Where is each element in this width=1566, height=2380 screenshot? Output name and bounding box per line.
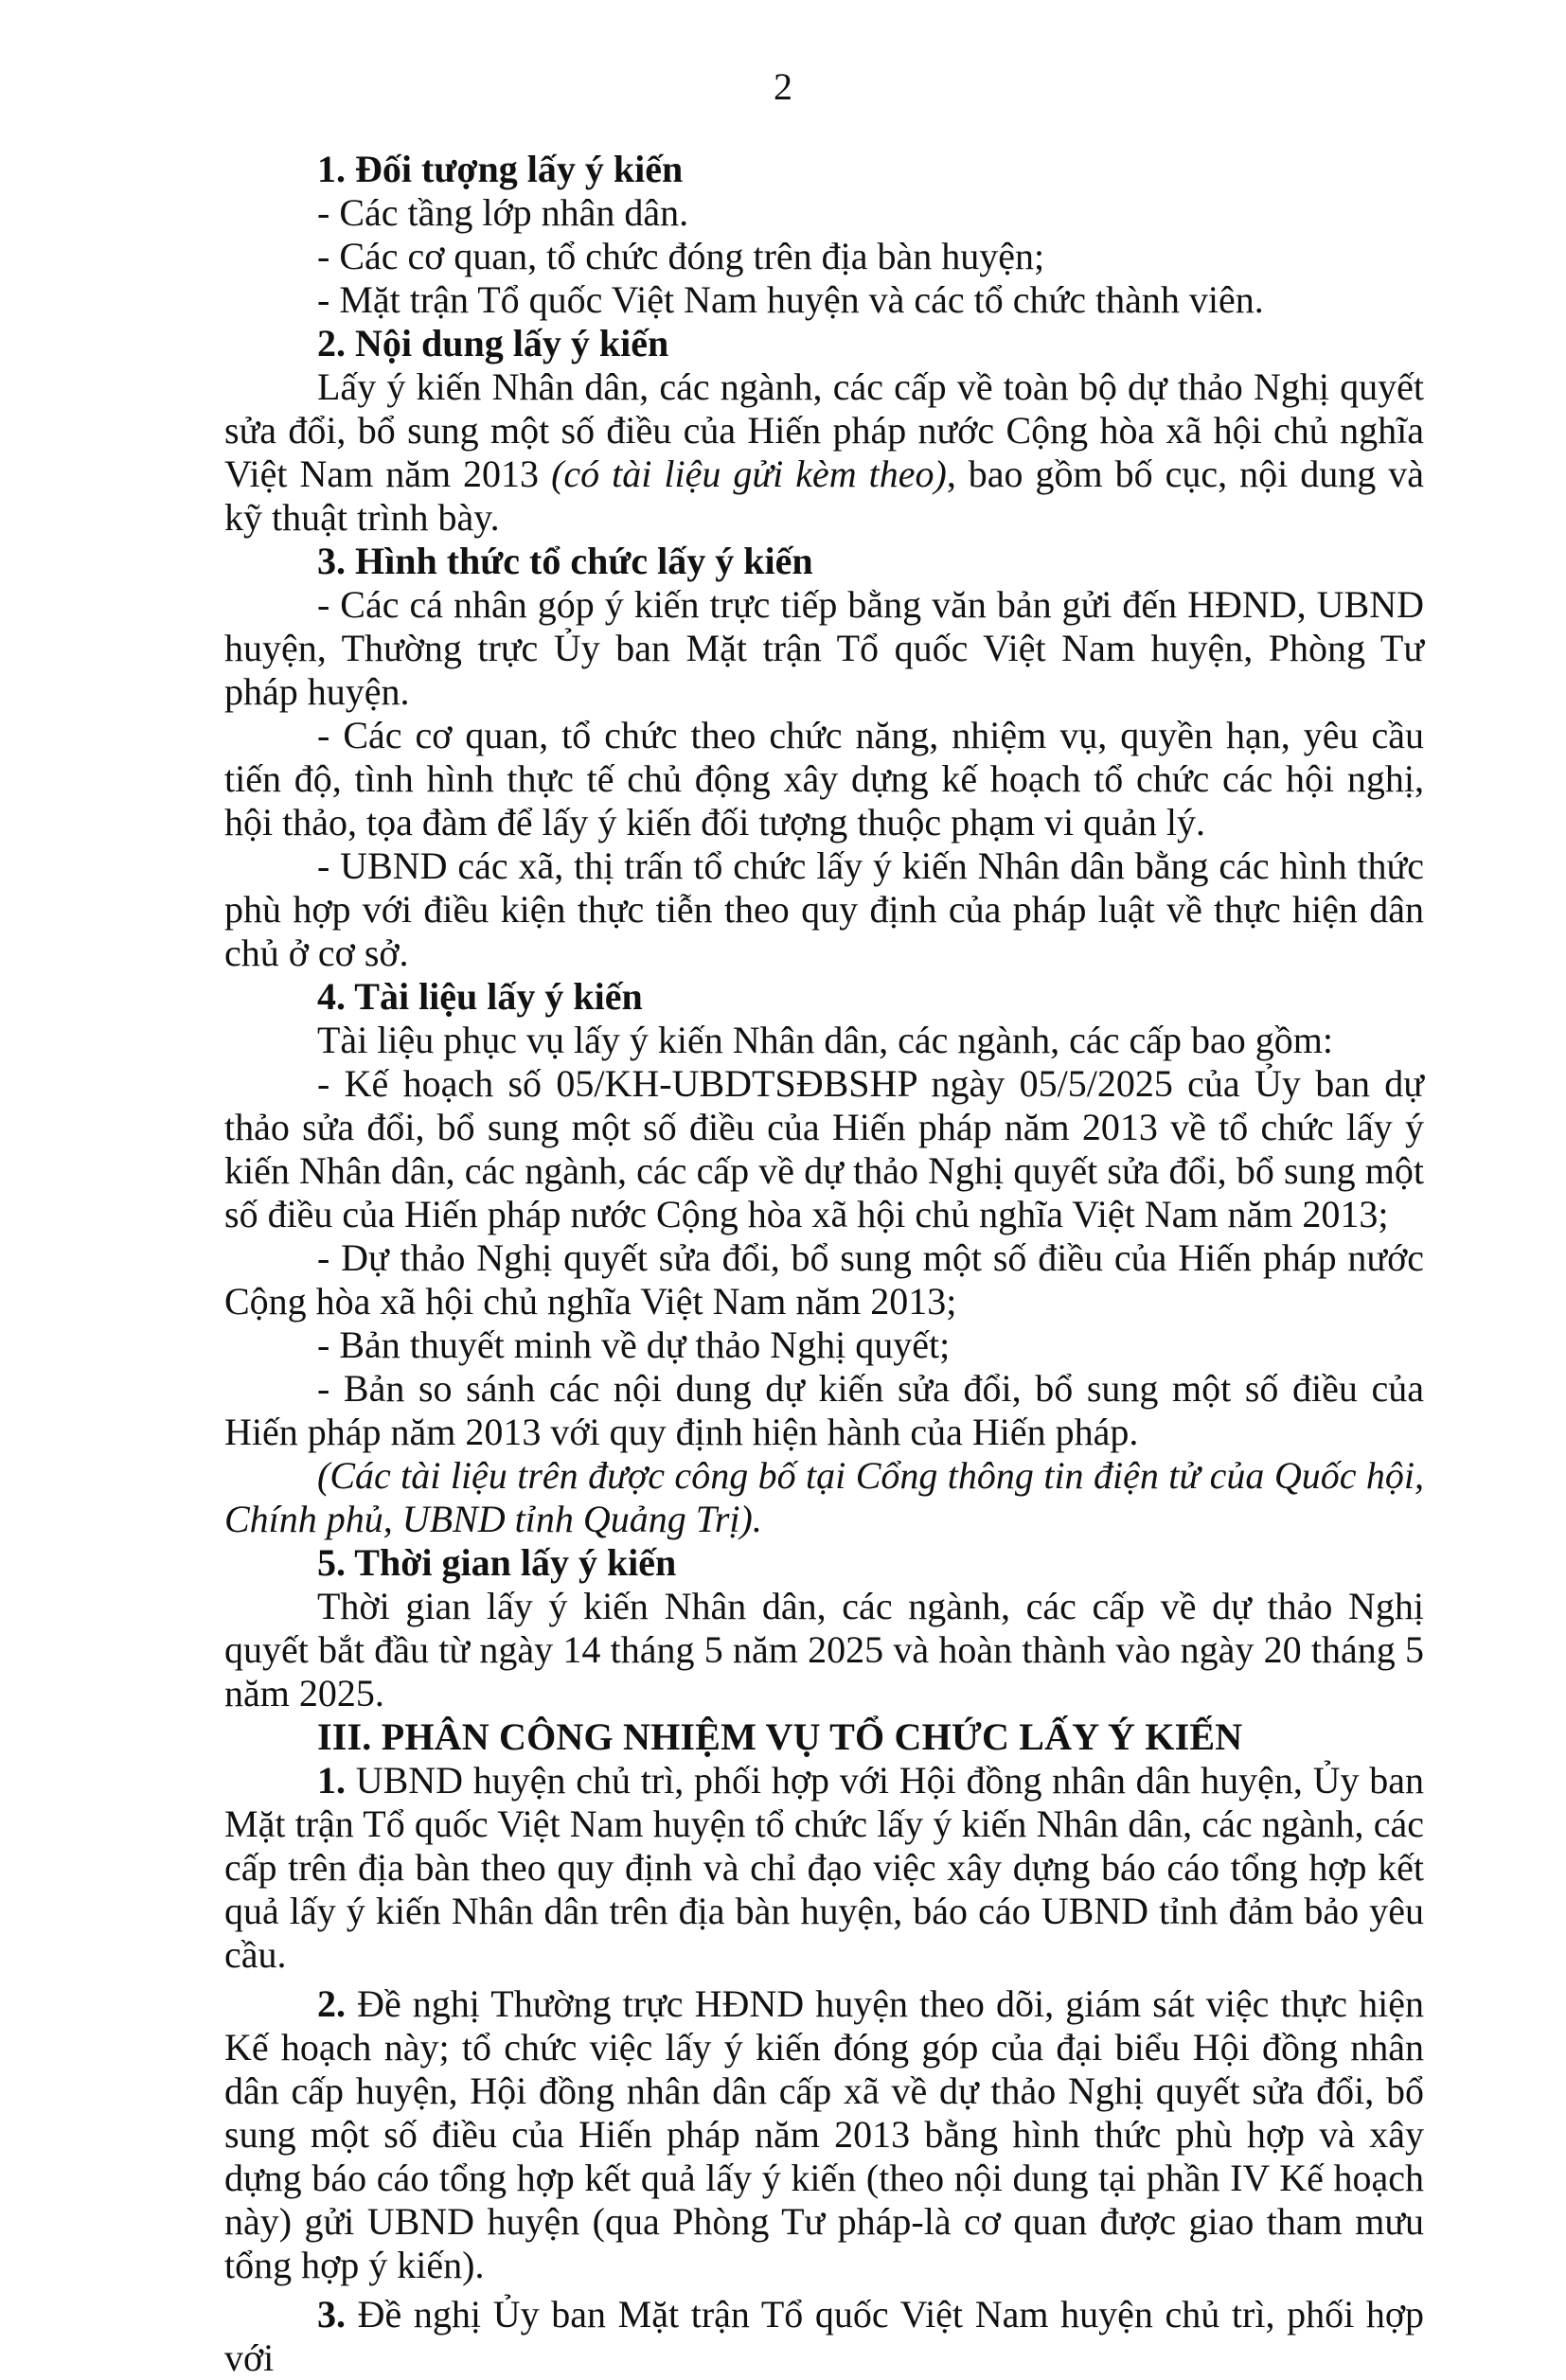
page-number: 2	[774, 65, 792, 108]
item-text: Đề nghị Thường trực HĐND huyện theo dõi, giám sát việc thực hiện Kế hoạch này; tổ chức việc lấy ý kiến đóng góp của đại biểu Hội đồng nhân dân cấp huyện, Hội đồng nhân dân cấp xã về dự thảo Nghị quyết sửa đổi, bổ sung một số điều của Hiến pháp năm 2013 bằng hình thức phù hợp và xây dựng báo cáo tổng hợp kết quả lấy ý kiến (theo nội dung tại phần IV Kế hoạch này) gửi UBND huyện (qua Phòng Tư pháp-là cơ quan được giao tham mưu tổng hợp ý kiến).	[224, 1982, 1424, 2286]
paragraph-thoi-gian: Thời gian lấy ý kiến Nhân dân, các ngành, các cấp về dự thảo Nghị quyết bắt đầu từ ngày 14 tháng 5 năm 2025 và hoàn thành vào ngày 20 tháng 5 năm 2025.	[224, 1585, 1424, 1714]
list-item: - Bản thuyết minh về dự thảo Nghị quyết;	[317, 1323, 951, 1366]
italic-note: (có tài liệu gửi kèm theo)	[551, 453, 947, 495]
text-run: , bao gồm bố cục, nội dung và kỹ thuật trình bày.	[224, 453, 1424, 539]
item-number: 2.	[317, 1982, 346, 2025]
item-number: 1.	[317, 1759, 346, 1802]
item-text: UBND huyện chủ trì, phối hợp với Hội đồng nhân dân huyện, Ủy ban Mặt trận Tổ quốc Việt Nam huyện tổ chức lấy ý kiến Nhân dân, các ngành, các cấp trên địa bàn theo quy định và chỉ đạo việc xây dựng báo cáo tổng hợp kết quả lấy ý kiến Nhân dân trên địa bàn huyện, báo cáo UBND tỉnh đảm bảo yêu cầu.	[224, 1759, 1424, 1976]
item-number: 3.	[317, 2293, 346, 2336]
item-text: Đề nghị Ủy ban Mặt trận Tổ quốc Việt Nam huyện chủ trì, phối hợp với	[224, 2293, 1424, 2379]
italic-note: (Các tài liệu trên được công bố tại Cổng thông tin điện tử của Quốc hội, Chính phủ, UBND tỉnh Quảng Trị).	[224, 1454, 1424, 1540]
numbered-item	[224, 1982, 1424, 2287]
list-item: - Các cá nhân góp ý kiến trực tiếp bằng văn bản gửi đến HĐND, UBND huyện, Thường trực Ủy ban Mặt trận Tổ quốc Việt Nam huyện, Phòng Tư pháp huyện.	[224, 583, 1424, 713]
section-heading-doi-tuong: 1. Đối tượng lấy ý kiến	[317, 148, 684, 190]
list-item: - Các cơ quan, tổ chức đóng trên địa bàn huyện;	[317, 235, 1045, 277]
text-run: Lấy ý kiến Nhân dân, các ngành, các cấp về toàn bộ dự thảo Nghị quyết sửa đổi, bổ sung một số điều của Hiến pháp nước Cộng hòa xã hội chủ nghĩa Việt Nam năm 2013	[224, 365, 1424, 495]
list-item: - Dự thảo Nghị quyết sửa đổi, bổ sung một số điều của Hiến pháp nước Cộng hòa xã hội chủ nghĩa Việt Nam năm 2013;	[224, 1236, 1424, 1323]
section-heading-tai-lieu: 4. Tài liệu lấy ý kiến	[317, 975, 643, 1018]
section-heading-thoi-gian: 5. Thời gian lấy ý kiến	[317, 1541, 677, 1584]
list-item: - Các tầng lớp nhân dân.	[317, 191, 689, 234]
list-item: - Mặt trận Tổ quốc Việt Nam huyện và các tổ chức thành viên.	[317, 278, 1264, 321]
list-item: - Bản so sánh các nội dung dự kiến sửa đổi, bổ sung một số điều của Hiến pháp năm 2013 với quy định hiện hành của Hiến pháp.	[224, 1367, 1424, 1453]
numbered-item	[224, 1759, 1424, 1977]
paragraph-intro: Tài liệu phục vụ lấy ý kiến Nhân dân, các ngành, các cấp bao gồm:	[317, 1019, 1333, 1061]
document-body	[224, 148, 1424, 2380]
list-item: - Các cơ quan, tổ chức theo chức năng, nhiệm vụ, quyền hạn, yêu cầu tiến độ, tình hình thực tế chủ động xây dựng kế hoạch tổ chức các hội nghị, hội thảo, tọa đàm để lấy ý kiến đối tượng thuộc phạm vi quản lý.	[224, 714, 1424, 844]
part-heading-phan-cong: III. PHÂN CÔNG NHIỆM VỤ TỔ CHỨC LẤY Ý KIẾN	[317, 1715, 1243, 1758]
numbered-item	[224, 2293, 1424, 2380]
list-item: - UBND các xã, thị trấn tổ chức lấy ý kiến Nhân dân bằng các hình thức phù hợp với điều kiện thực tiễn theo quy định của pháp luật về thực hiện dân chủ ở cơ sở.	[224, 844, 1424, 974]
list-item: - Kế hoạch số 05/KH-UBDTSĐBSHP ngày 05/5/2025 của Ủy ban dự thảo sửa đổi, bổ sung một số điều của Hiến pháp năm 2013 về tổ chức lấy ý kiến Nhân dân, các ngành, các cấp về dự thảo Nghị quyết sửa đổi, bổ sung một số điều của Hiến pháp nước Cộng hòa xã hội chủ nghĩa Việt Nam năm 2013;	[224, 1062, 1424, 1235]
paragraph-noi-dung	[224, 365, 1424, 540]
section-heading-noi-dung: 2. Nội dung lấy ý kiến	[317, 322, 669, 364]
section-heading-hinh-thuc: 3. Hình thức tổ chức lấy ý kiến	[317, 540, 813, 582]
